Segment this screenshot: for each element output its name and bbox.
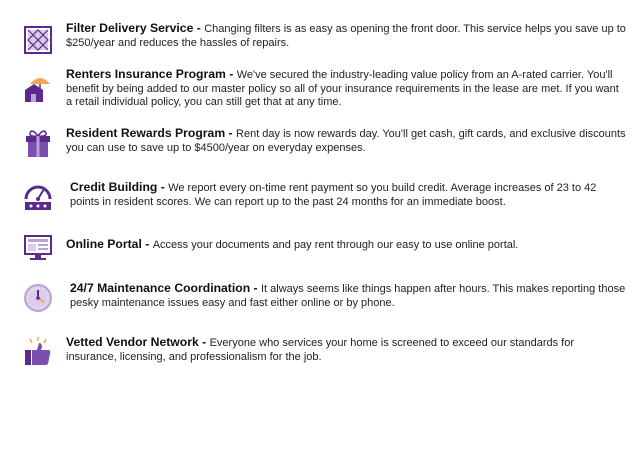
monitor-icon	[22, 232, 54, 264]
service-text	[70, 181, 626, 209]
service-separator: -	[225, 67, 237, 81]
umbrella-house-icon	[22, 72, 54, 104]
service-description: Everyone who services your home is screened to exceed our standards for insurance, licensing, and professionalism for the job.	[66, 337, 575, 363]
service-separator: -	[141, 237, 153, 251]
service-text	[66, 336, 626, 364]
filter-icon	[22, 24, 54, 56]
service-separator: -	[225, 126, 237, 140]
service-text	[66, 68, 626, 110]
service-description: Access your documents and pay rent through our easy to use online portal.	[152, 239, 519, 251]
service-description: We report every on-time rent payment so you build credit. Average increases of 23 to 42 points in resident scores. We can report up to the past 24 months for an immediate boost.	[70, 182, 597, 208]
service-description: Changing filters is as easy as opening the front door. This service helps you save up to $250/year and reduces the hassles of repairs.	[66, 23, 626, 49]
service-separator: -	[250, 281, 261, 295]
service-text	[66, 22, 626, 50]
service-title: Vetted Vendor Network	[66, 335, 199, 349]
service-description: Rent day is now rewards day. You'll get cash, gift cards, and exclusive discounts you can use to save up to $4500/year on everyday expenses.	[66, 128, 626, 154]
thumbs-up-icon	[22, 336, 54, 368]
service-title: Filter Delivery Service	[66, 21, 194, 35]
service-separator: -	[198, 335, 210, 349]
service-separator: -	[157, 180, 169, 194]
service-title: Renters Insurance Program	[66, 67, 226, 81]
service-title: 24/7 Maintenance Coordination	[70, 281, 251, 295]
service-description: We've secured the industry-leading value policy from an A-rated carrier. You'll benefit by being added to our master policy so all of your insurance requirements in the lease are met. If you want a retail individual policy, you can still get that at any time.	[66, 69, 619, 109]
service-text	[70, 282, 626, 310]
gift-icon	[22, 127, 54, 159]
service-title: Resident Rewards Program	[66, 126, 226, 140]
clock-icon	[22, 282, 54, 314]
service-text	[66, 238, 626, 253]
service-description: It always seems like things happen after hours. This makes reporting those pesky maintenance issues easy and fast either online or by phone.	[70, 283, 626, 309]
service-title: Online Portal	[66, 237, 142, 251]
service-text	[66, 127, 626, 155]
credit-gauge-icon	[22, 181, 54, 213]
service-separator: -	[193, 21, 205, 35]
service-title: Credit Building	[70, 180, 158, 194]
